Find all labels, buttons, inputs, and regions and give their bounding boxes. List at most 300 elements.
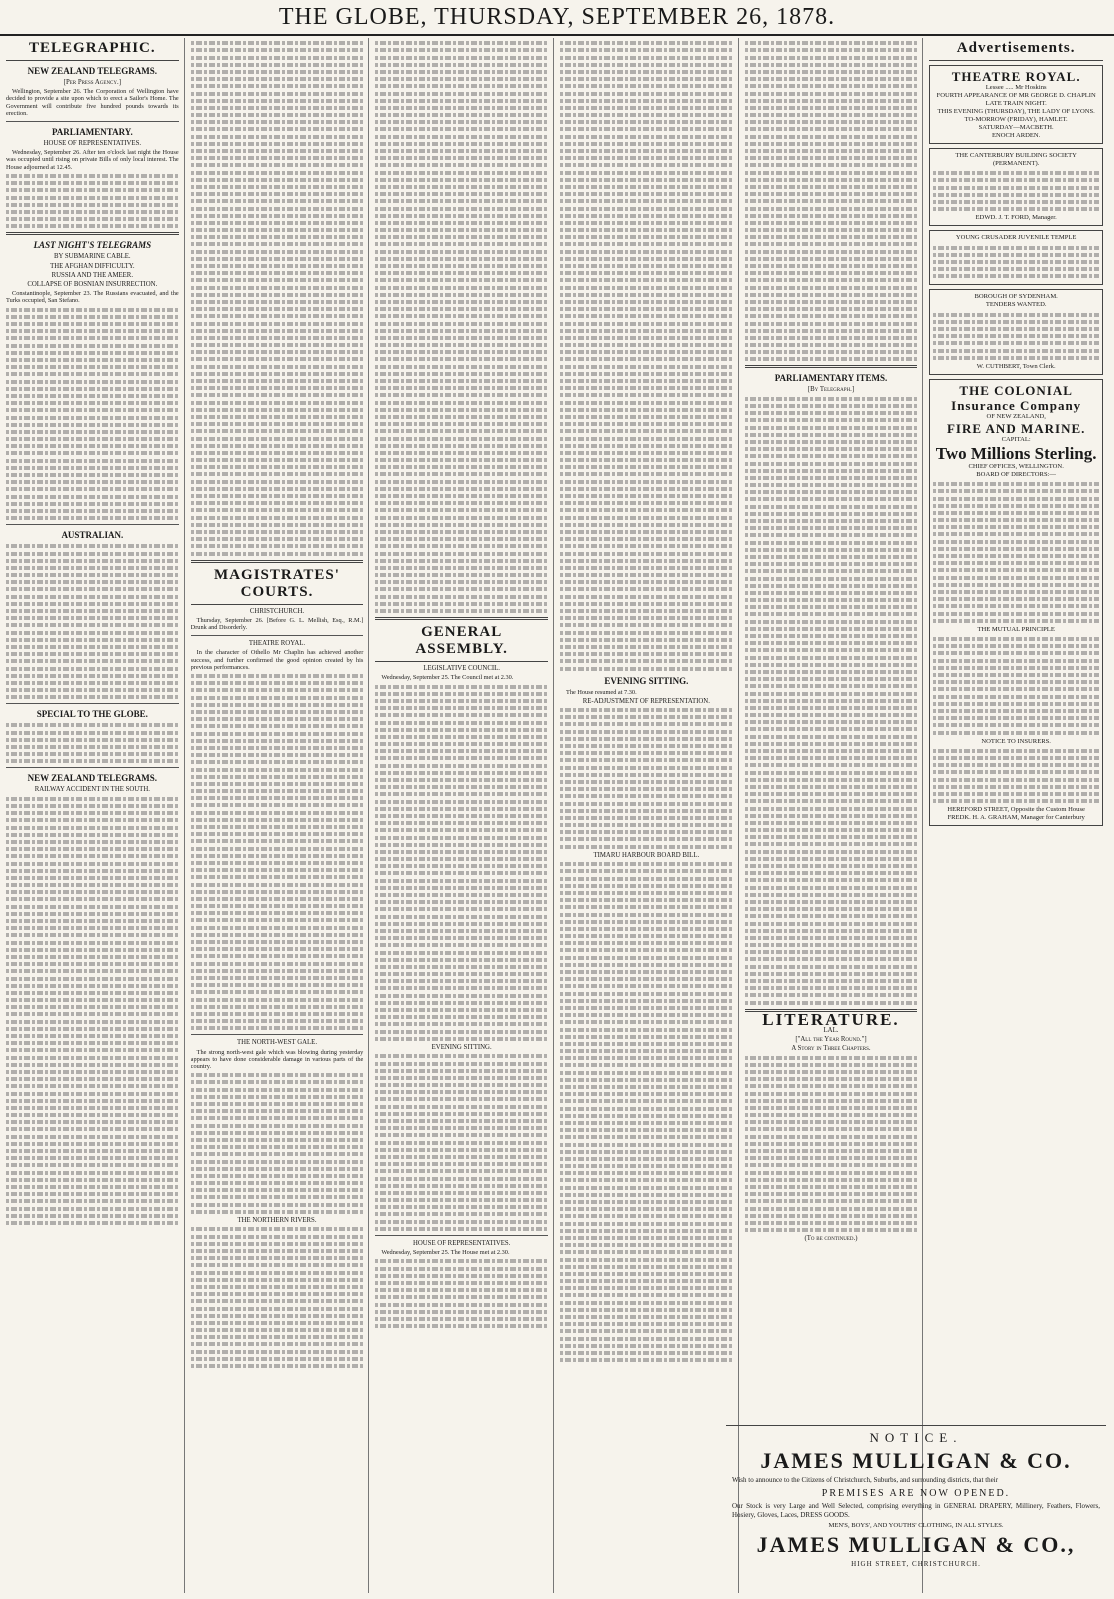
text-line: [933, 356, 1099, 360]
text-line: [745, 397, 918, 401]
section-heading-literature: LITERATURE.: [762, 1009, 900, 1029]
text-line: [6, 210, 179, 214]
text-line: [933, 525, 1099, 529]
text-line: [6, 998, 179, 1002]
text-line: [560, 422, 733, 426]
ad-james-mulligan: [726, 1425, 1106, 1591]
text-line: [375, 713, 548, 717]
text-line: [191, 883, 364, 887]
text-line: [745, 70, 918, 74]
text-line: [560, 984, 733, 988]
text-line: [6, 387, 179, 391]
divider: [6, 703, 179, 704]
text-line: [375, 120, 548, 124]
text-line: [745, 1171, 918, 1175]
text-line: [745, 490, 918, 494]
text-line: [191, 386, 364, 390]
divider: [375, 617, 548, 620]
text-line: [375, 494, 548, 498]
text-line: [6, 759, 179, 763]
text-line: [560, 766, 733, 770]
text-line: [6, 1163, 179, 1167]
text-line: [375, 1274, 548, 1278]
text-line: [933, 597, 1099, 601]
text-line: [745, 56, 918, 60]
text-line: [745, 1099, 918, 1103]
text-line: [745, 300, 918, 304]
text-line: [560, 1315, 733, 1319]
text-line: [933, 568, 1099, 572]
text-line: [933, 186, 1099, 190]
text-line: [933, 200, 1099, 204]
text-line: [375, 207, 548, 211]
text-line: [191, 286, 364, 290]
ad-line: OF NEW ZEALAND,: [986, 412, 1046, 420]
text-line: [745, 699, 918, 703]
article-paragraph: Wednesday, September 25. The Council met at 2.30.: [381, 674, 514, 682]
text-line: [745, 264, 918, 268]
subheading-north-west-gale: THE NORTH-WEST GALE.: [236, 1039, 318, 1047]
text-line: [6, 1178, 179, 1182]
text-line: [560, 228, 733, 232]
text-line: [191, 1235, 364, 1239]
text-line: [6, 372, 179, 376]
text-line: [560, 809, 733, 813]
text-line: [560, 1042, 733, 1046]
text-line: [375, 1162, 548, 1166]
text-line: [560, 1258, 733, 1262]
text-line: [6, 912, 179, 916]
text-line: [745, 641, 918, 645]
text-line: [6, 1099, 179, 1103]
text-line: [6, 977, 179, 981]
text-line: [191, 1109, 364, 1113]
text-line: [560, 1229, 733, 1233]
text-line: [375, 943, 548, 947]
text-line: [745, 857, 918, 861]
text-line: [560, 970, 733, 974]
text-line: [560, 293, 733, 297]
ad-title: THEATRE ROYAL.: [951, 69, 1081, 84]
text-line: [560, 609, 733, 613]
text-line: [191, 127, 364, 131]
text-line: [191, 357, 364, 361]
text-line: [375, 544, 548, 548]
text-line: [375, 785, 548, 789]
text-line: [375, 857, 548, 861]
text-line: [745, 84, 918, 88]
text-line: [6, 869, 179, 873]
text-line: [745, 1127, 918, 1131]
text-line: [6, 840, 179, 844]
text-line: [560, 544, 733, 548]
text-line: [191, 149, 364, 153]
text-line: [191, 408, 364, 412]
text-line: [191, 422, 364, 426]
text-line: [375, 171, 548, 175]
text-line: [375, 1295, 548, 1299]
text-line: [745, 207, 918, 211]
text-line: [375, 972, 548, 976]
text-line: [191, 1019, 364, 1023]
text-line: [375, 142, 548, 146]
text-line: [745, 835, 918, 839]
text-line: [191, 1364, 364, 1368]
ad-company-name: JAMES MULLIGAN & CO.: [760, 1448, 1072, 1473]
text-line: [745, 972, 918, 976]
text-line: [745, 192, 918, 196]
text-line: [191, 537, 364, 541]
text-line: [745, 497, 918, 501]
text-line: [560, 1071, 733, 1075]
subheading-theatre-royal: THEATRE ROYAL.: [248, 640, 306, 648]
text-line: [6, 1106, 179, 1110]
text-line: [191, 214, 364, 218]
text-line: [933, 313, 1099, 317]
text-line: [933, 770, 1099, 774]
text-line: [6, 609, 179, 613]
text-line: [560, 286, 733, 290]
text-line: [745, 447, 918, 451]
text-line: [933, 673, 1099, 677]
text-line: [560, 1028, 733, 1032]
text-line: [933, 695, 1099, 699]
text-line: [191, 322, 364, 326]
text-line: [6, 451, 179, 455]
text-line: [191, 56, 364, 60]
text-line: [560, 70, 733, 74]
text-line: [191, 142, 364, 146]
text-line: [560, 84, 733, 88]
text-line: [375, 1317, 548, 1321]
text-line: [191, 393, 364, 397]
text-line: [745, 512, 918, 516]
text-line: [560, 1207, 733, 1211]
text-line: [745, 235, 918, 239]
text-line: [191, 1299, 364, 1303]
ad-line: TO-MORROW (FRIDAY), HAMLET.: [964, 116, 1068, 123]
text-line: [560, 429, 733, 433]
ad-line: CHIEF OFFICES, WELLINGTON.: [968, 462, 1064, 470]
text-line: [933, 320, 1099, 324]
text-line: [191, 336, 364, 340]
text-line: [933, 749, 1099, 753]
text-line: [191, 746, 364, 750]
text-line: [560, 580, 733, 584]
text-line: [375, 192, 548, 196]
text-line: [560, 1171, 733, 1175]
text-line: [375, 329, 548, 333]
text-line: [933, 590, 1099, 594]
divider: [191, 1034, 364, 1035]
text-line: [560, 1265, 733, 1269]
subheading: LEGISLATIVE COUNCIL.: [423, 665, 500, 672]
text-line: [375, 821, 548, 825]
text-line: [375, 1303, 548, 1307]
text-line: [745, 1056, 918, 1060]
text-line: [745, 778, 918, 782]
text-line: [933, 482, 1099, 486]
subheading: HOUSE OF REPRESENTATIVES.: [43, 140, 142, 148]
text-line: [191, 998, 364, 1002]
text-line: [745, 943, 918, 947]
text-line: [6, 991, 179, 995]
text-line: [191, 918, 364, 922]
text-line: [560, 458, 733, 462]
text-line: [560, 905, 733, 909]
text-line: [560, 192, 733, 196]
text-line: [560, 869, 733, 873]
text-line: [745, 648, 918, 652]
text-line: [560, 1085, 733, 1089]
column-4: [560, 38, 739, 1593]
text-line: [6, 502, 179, 506]
text-line: [560, 214, 733, 218]
text-line: [6, 905, 179, 909]
text-line: [375, 1069, 548, 1073]
text-line: [6, 862, 179, 866]
text-line: [6, 430, 179, 434]
text-line: [191, 1167, 364, 1171]
text-line: [933, 785, 1099, 789]
text-line: [560, 171, 733, 175]
text-line: [375, 1126, 548, 1130]
text-line: [375, 1267, 548, 1271]
text-line: [375, 1198, 548, 1202]
text-line: [560, 1200, 733, 1204]
text-line: [560, 1063, 733, 1067]
text-line: [745, 886, 918, 890]
text-line: [375, 573, 548, 577]
text-line: [933, 583, 1099, 587]
text-line: [191, 508, 364, 512]
text-line: [191, 1321, 364, 1325]
subheading-northern-rivers: THE NORTHERN RIVERS.: [237, 1217, 317, 1225]
text-line: [6, 631, 179, 635]
text-line: [375, 800, 548, 804]
text-line: [191, 120, 364, 124]
divider: [745, 365, 918, 368]
text-line: [191, 1005, 364, 1009]
text-line: [375, 343, 548, 347]
heading-last-nights-telegrams: LAST NIGHT'S TELEGRAMS: [33, 240, 152, 251]
text-line: [375, 1076, 548, 1080]
text-line: [191, 199, 364, 203]
text-line: [560, 1035, 733, 1039]
text-line: [191, 494, 364, 498]
text-line: [745, 692, 918, 696]
text-line: [191, 1328, 364, 1332]
text-line: [375, 915, 548, 919]
text-line: [560, 877, 733, 881]
text-line: [191, 875, 364, 879]
text-line: [6, 408, 179, 412]
text-line: [745, 749, 918, 753]
text-line: [191, 753, 364, 757]
text-line: [560, 235, 733, 239]
text-line: [745, 742, 918, 746]
text-line: [375, 1083, 548, 1087]
text-line: [745, 77, 918, 81]
divider: [191, 635, 364, 636]
text-line: [375, 336, 548, 340]
text-line: [560, 271, 733, 275]
text-line: [375, 828, 548, 832]
text-line: [560, 891, 733, 895]
text-line: [560, 1049, 733, 1053]
text-line: [375, 84, 548, 88]
text-line: [6, 695, 179, 699]
text-line: [375, 92, 548, 96]
text-line: [375, 1054, 548, 1058]
ad-title: THE CANTERBURY BUILDING SOCIETY (PERMANENT).: [955, 152, 1077, 167]
text-line: [191, 271, 364, 275]
text-line: [560, 178, 733, 182]
text-line: [560, 1214, 733, 1218]
text-line: [745, 92, 918, 96]
text-line: [191, 1116, 364, 1120]
text-line: [6, 174, 179, 178]
text-line: [933, 756, 1099, 760]
text-line: [191, 782, 364, 786]
text-line: [375, 63, 548, 67]
text-line: [375, 300, 548, 304]
text-line: [191, 242, 364, 246]
text-line: [745, 178, 918, 182]
text-line: [6, 336, 179, 340]
text-line: [560, 631, 733, 635]
article-paragraph: The House resumed at 7.30.: [566, 688, 637, 696]
text-line: [375, 307, 548, 311]
text-line: [191, 92, 364, 96]
text-line: [191, 1271, 364, 1275]
text-line: [191, 458, 364, 462]
text-line: [191, 300, 364, 304]
text-line: [745, 562, 918, 566]
text-line: [560, 1114, 733, 1118]
text-line: [6, 1048, 179, 1052]
text-line: [191, 163, 364, 167]
text-line: [191, 1242, 364, 1246]
text-line: [191, 1314, 364, 1318]
ad-line: ENOCH ARDEN.: [991, 132, 1041, 139]
text-line: [745, 250, 918, 254]
text-line: [745, 433, 918, 437]
ad-notice: NOTICE.: [869, 1430, 963, 1445]
text-line: [375, 929, 548, 933]
text-line: [560, 120, 733, 124]
text-line: [375, 77, 548, 81]
text-line: [560, 722, 733, 726]
text-line: [191, 293, 364, 297]
text-line: [560, 837, 733, 841]
subheading-evening-sitting: EVENING SITTING.: [431, 1043, 492, 1051]
text-line: [745, 670, 918, 674]
text-line: [560, 1293, 733, 1297]
subheading: ["All the Year Round."]: [795, 1035, 867, 1043]
text-line: [6, 466, 179, 470]
text-line: [375, 56, 548, 60]
text-line: [933, 504, 1099, 508]
text-line: [375, 293, 548, 297]
text-line: [560, 501, 733, 505]
text-line: [560, 1301, 733, 1305]
text-line: [6, 1127, 179, 1131]
text-line: [375, 1090, 548, 1094]
subheading: THE AFGHAN DIFFICULTY.: [50, 262, 135, 270]
text-line: [933, 540, 1099, 544]
text-line: [560, 737, 733, 741]
text-line: [933, 651, 1099, 655]
text-line: [560, 780, 733, 784]
text-line: [375, 271, 548, 275]
text-line: [745, 99, 918, 103]
text-line: [6, 401, 179, 405]
text-line: [375, 886, 548, 890]
text-line: [745, 336, 918, 340]
text-line: [560, 794, 733, 798]
text-line: [560, 516, 733, 520]
text-line: [375, 1141, 548, 1145]
text-line: [375, 843, 548, 847]
text-line: [560, 386, 733, 390]
text-line: [745, 878, 918, 882]
ad-text: Our Stock is very Large and Well Selected, comprising everything in GENERAL DRAPERY, Millinery, Feathers, Flowers, Hosiery, Gloves, Laces, DRESS GOODS.: [732, 1502, 1100, 1519]
text-line: [933, 511, 1099, 515]
text-line: [191, 235, 364, 239]
text-line: [6, 797, 179, 801]
text-line: [6, 919, 179, 923]
text-line: [560, 751, 733, 755]
text-line: [745, 950, 918, 954]
text-line: [6, 1063, 179, 1067]
text-line: [933, 644, 1099, 648]
text-line: [191, 947, 364, 951]
subheading-house-of-representatives: HOUSE OF REPRESENTATIVES.: [412, 1239, 511, 1247]
text-line: [375, 99, 548, 103]
text-line: [560, 1344, 733, 1348]
text-line: [560, 99, 733, 103]
text-line: [191, 429, 364, 433]
text-line: [933, 260, 1099, 264]
text-line: [933, 253, 1099, 257]
text-line: [375, 163, 548, 167]
text-line: [560, 884, 733, 888]
text-line: [560, 343, 733, 347]
ad-title: THE COLONIAL Insurance Company: [951, 382, 1082, 413]
text-line: [6, 804, 179, 808]
text-line: [560, 1308, 733, 1312]
text-line: [745, 462, 918, 466]
text-line: [745, 900, 918, 904]
text-line: [745, 763, 918, 767]
text-line: [375, 135, 548, 139]
divider: [6, 524, 179, 525]
text-line: [560, 559, 733, 563]
text-line: [745, 48, 918, 52]
text-line: [745, 656, 918, 660]
text-line: [560, 1164, 733, 1168]
text-line: [6, 322, 179, 326]
text-line: [745, 541, 918, 545]
text-line: [375, 1220, 548, 1224]
text-line: [560, 307, 733, 311]
text-line: [560, 142, 733, 146]
text-line: [191, 789, 364, 793]
text-line: [745, 936, 918, 940]
text-line: [745, 221, 918, 225]
text-line: [745, 113, 918, 117]
